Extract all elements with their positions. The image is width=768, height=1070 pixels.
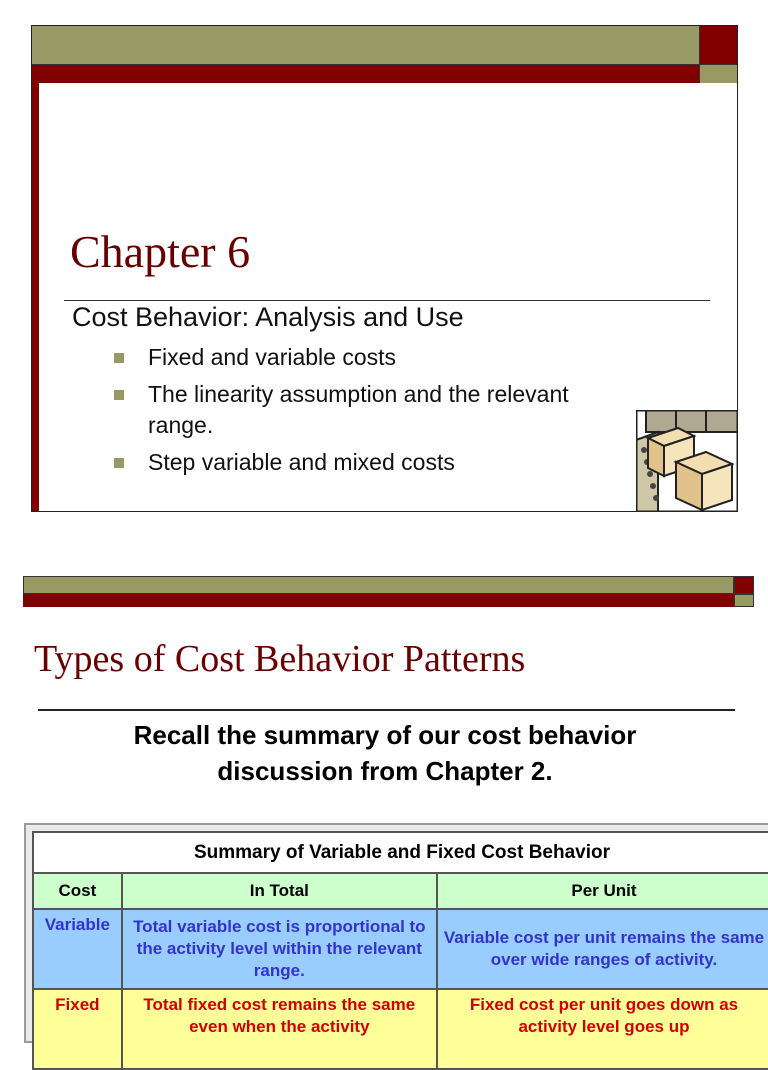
header-maroon-bar	[23, 594, 734, 607]
recall-text: Recall the summary of our cost behavior discussion from Chapter 2.	[133, 720, 637, 786]
cost-behavior-summary-table	[24, 823, 768, 1043]
cell-fixed-in-total: Total fixed cost remains the same even when the activity	[122, 989, 437, 1069]
header-olive-bar	[23, 576, 734, 594]
cell-fixed-per-unit: Fixed cost per unit goes down as activity level goes up	[437, 989, 768, 1069]
cell-variable-per-unit: Variable cost per unit remains the same over wide ranges of activity.	[437, 909, 768, 989]
header-olive-square	[699, 65, 738, 83]
square-bullet-icon	[114, 390, 124, 400]
cell-variable-in-total: Total variable cost is proportional to the activity level within the relevant range.	[122, 909, 437, 989]
slide-title: Chapter 6	[70, 226, 251, 277]
table-row	[33, 989, 768, 1069]
header-maroon-square	[699, 26, 738, 65]
header-maroon-square	[734, 576, 754, 594]
bullet-list	[114, 342, 634, 484]
header-maroon-bar	[32, 65, 699, 83]
table-row	[33, 909, 768, 989]
header-per-unit: Per Unit	[437, 873, 768, 909]
title-divider	[38, 709, 735, 711]
square-bullet-icon	[114, 458, 124, 468]
cell-cost-variable: Variable	[33, 909, 122, 989]
cell-cost-fixed: Fixed	[33, 989, 122, 1069]
slide-title: Types of Cost Behavior Patterns	[34, 638, 526, 680]
header-cost: Cost	[33, 873, 122, 909]
bullet-item: Step variable and mixed costs	[114, 447, 634, 478]
bullet-item: The linearity assumption and the relevant range.	[114, 379, 634, 441]
header-in-total: In Total	[122, 873, 437, 909]
table-header-row	[33, 873, 768, 909]
square-bullet-icon	[114, 353, 124, 363]
header-olive-square	[734, 594, 754, 607]
bullet-item: Fixed and variable costs	[114, 342, 634, 373]
boxes-on-conveyor-clipart	[636, 410, 738, 512]
table-caption: Summary of Variable and Fixed Cost Behavior	[33, 832, 768, 873]
slide-chapter-6	[31, 25, 738, 512]
side-maroon-bar	[32, 83, 39, 512]
header-olive-bar	[32, 26, 699, 65]
slide-subtitle: Cost Behavior: Analysis and Use	[72, 302, 464, 332]
title-divider	[64, 300, 710, 301]
